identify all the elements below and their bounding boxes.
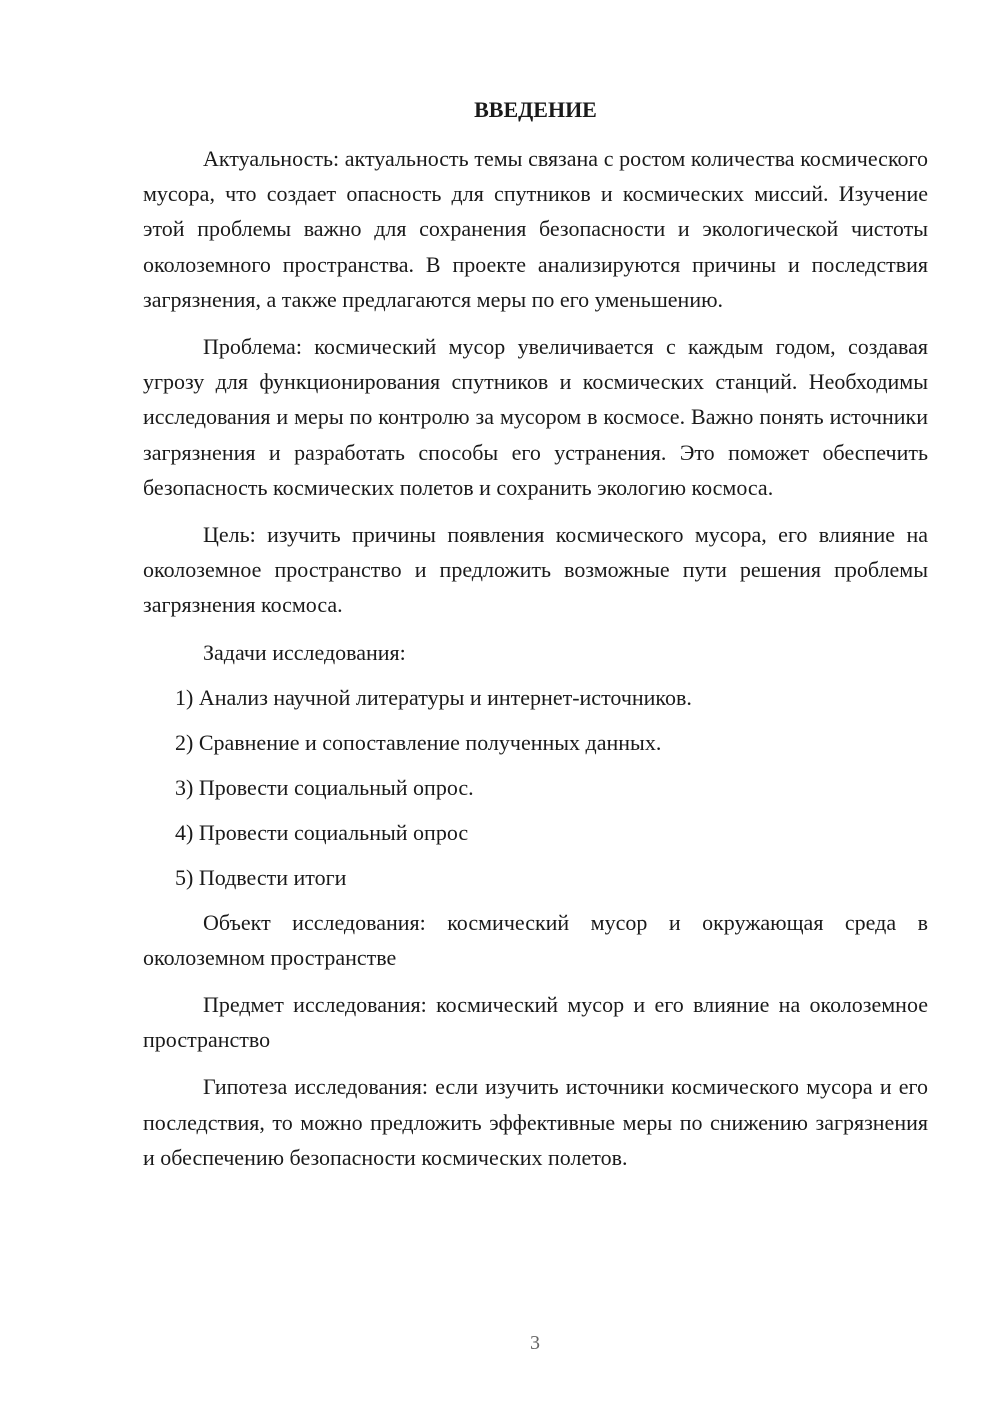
tasks-label: Задачи исследования: [203, 639, 406, 665]
relevance-paragraph: Актуальность: актуальность темы связана с ростом количества космического мусора, что создает опасность для спутников и космических миссий. Изучение этой проблемы важно для сохранения безопасности и экологической чистоты околоземного пространства. В проекте анализируются причины и последствия загрязнения, а также предлагаются меры по его уменьшению. [143, 146, 928, 312]
task-item-5: 5) Подвести итоги [175, 864, 347, 890]
section-heading: ВВЕДЕНИЕ [474, 97, 597, 122]
object-paragraph: Объект исследования: космический мусор и окружающая среда в околоземном пространстве [143, 909, 928, 970]
subject-paragraph: Предмет исследования: космический мусор и его влияние на околоземное пространство [143, 992, 928, 1053]
page-number: 3 [530, 1332, 540, 1354]
hypothesis-paragraph: Гипотеза исследования: если изучить источники космического мусора и его последствия, то можно предложить эффективные меры по снижению загрязнения и обеспечению безопасности космических полетов. [143, 1074, 928, 1170]
task-item-4: 4) Провести социальный опрос [175, 819, 469, 845]
tasks-list [143, 680, 928, 895]
task-item-3: 3) Провести социальный опрос. [175, 774, 474, 800]
task-item-2: 2) Сравнение и сопоставление полученных данных. [175, 729, 662, 755]
goal-paragraph: Цель: изучить причины появления космического мусора, его влияние на околоземное пространство и предложить возможные пути решения проблемы загрязнения космоса. [143, 522, 928, 618]
problem-paragraph: Проблема: космический мусор увеличивается с каждым годом, создавая угрозу для функционирования спутников и космических станций. Необходимы исследования и меры по контролю за мусором в космосе. Важно понять источники загрязнения и разработать способы его устранения. Это поможет обеспечить безопасность космических полетов и сохранить экологию космоса. [143, 334, 928, 500]
page-content [143, 92, 928, 1187]
task-item-1: 1) Анализ научной литературы и интернет-источников. [175, 684, 692, 710]
